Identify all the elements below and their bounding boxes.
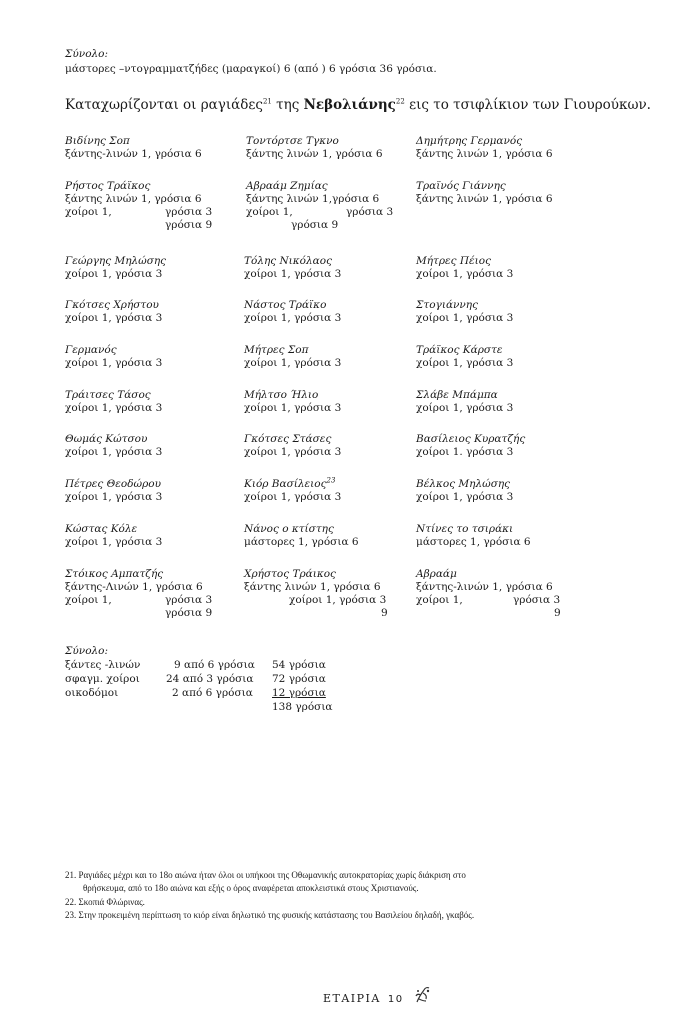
raya-entry — [416, 478, 591, 504]
entry-name: Στόικος Αμπατζής — [65, 568, 164, 580]
raya-entry — [416, 255, 591, 281]
footnote-ref-21: 21 — [262, 97, 272, 106]
raya-entry — [416, 568, 591, 620]
entry-row — [244, 446, 419, 459]
entry-row — [65, 402, 240, 415]
raya-entry — [244, 299, 419, 325]
entry-row-item: χοίροι 1, γρόσια 3 — [65, 491, 163, 503]
entry-row-item: χοίροι 1, γρόσια 3 — [65, 402, 163, 414]
entry-row — [244, 402, 419, 415]
entry-name: Αβραάμ Ζημίας — [246, 180, 328, 192]
raya-entry — [246, 180, 421, 232]
entry-name: Τόλης Νικόλαος — [244, 255, 332, 267]
entry-row-item: χοίροι 1, γρόσια 3 — [416, 491, 514, 503]
entry-row-item: χοίροι 1, γρόσια 3 — [244, 491, 342, 503]
footer-journal-name: ΕΤΑΙΡΙΑ — [323, 992, 381, 1005]
raya-entry — [244, 344, 419, 370]
entry-name: Γεώργης Μηλώσης — [65, 255, 167, 267]
entry-row-item: χοίροι 1, γρόσια 3 — [65, 446, 163, 458]
footer-title — [323, 992, 404, 1005]
entry-name: Μήτρες Σοπ — [244, 344, 309, 356]
entry-name: Γκότσες Στάσες — [244, 433, 332, 445]
entry-name: Τράϊκος Κάρστε — [416, 344, 503, 356]
entry-row-amount: γρόσια 9 — [165, 219, 213, 231]
totals-category: ξάντες -λινών — [65, 659, 141, 671]
entry-row — [246, 148, 421, 161]
raya-entry — [416, 344, 591, 370]
totals-amount: 138 γρόσια — [272, 701, 333, 713]
entry-row — [65, 357, 240, 370]
totals-amount: 72 γρόσια — [272, 673, 326, 685]
raya-entry — [416, 299, 591, 325]
entry-row-item: ξάντης λινών 1, γρόσια 6 — [246, 148, 383, 160]
entry-row — [416, 268, 591, 281]
entry-row-amount: χοίροι 1, γρόσια 3 — [289, 594, 387, 606]
entry-row-item: χοίροι 1, γρόσια 3 — [244, 268, 342, 280]
entry-row — [244, 491, 419, 504]
entry-name: Δημήτρης Γερμανός — [416, 135, 523, 147]
entry-row — [65, 446, 240, 459]
entry-name: Κώστας Κόλε — [65, 523, 138, 535]
entry-row — [65, 193, 240, 206]
entry-name: Ντίνες το τσιράκι — [416, 523, 514, 535]
entry-name: Νάνος ο κτίστης — [244, 523, 334, 535]
totals-rate: 9 από 6 γρόσια — [174, 659, 255, 671]
raya-entry — [244, 523, 419, 549]
raya-entry — [244, 389, 419, 415]
raya-entry — [416, 389, 591, 415]
raya-entry — [246, 135, 421, 161]
entry-row-item: ξάντης λινών 1,γρόσια 6 — [246, 193, 380, 205]
entry-row — [246, 206, 421, 219]
totals-rate: 2 από 6 γρόσια — [172, 687, 253, 699]
entry-row-item: ξάντης λινών 1, γρόσια 6 — [416, 148, 553, 160]
entry-row — [244, 268, 419, 281]
entry-row — [244, 607, 419, 620]
footnote-21-line1: 21. Ραγιάδες μέχρι και το 18ο αιώνα ήταν όλοι οι υπήκοοι της Οθωμανικής αυτοκρατορίας χωρίς διάκριση στο — [65, 870, 466, 880]
ornament-icon — [414, 985, 432, 1005]
entry-row-item: ξάντης-λινών 1, γρόσια 6 — [416, 581, 553, 593]
entry-row-item: μάστορες 1, γρόσια 6 — [416, 536, 531, 548]
entry-name: Αβραάμ — [416, 568, 457, 580]
entry-row — [416, 357, 591, 370]
entry-row — [65, 206, 240, 219]
entry-name: Νάστος Τράϊκο — [244, 299, 327, 311]
entry-row-item: ξάντης λινών 1, γρόσια 6 — [65, 193, 202, 205]
entry-row — [244, 312, 419, 325]
heading-place-name: Νεβολιάνης — [303, 97, 396, 113]
entry-name: Βασίλειος Κυρατζής — [416, 433, 526, 445]
entry-name: Βιδίνης Σοπ — [65, 135, 130, 147]
entry-row — [244, 536, 419, 549]
entry-row — [416, 312, 591, 325]
footnote-22: 22. Σκοπιά Φλώρινας. — [65, 897, 145, 907]
totals-category: σφαγμ. χοίροι — [65, 673, 140, 685]
entry-name: Τράιτσες Τάσος — [65, 389, 151, 401]
raya-entry — [65, 299, 240, 325]
entry-row — [416, 402, 591, 415]
entry-row — [65, 148, 240, 161]
entry-name: Κιόρ Βασίλειος$^{23}$ — [244, 476, 336, 490]
entry-row-amount: γρόσια 3 — [513, 594, 561, 606]
heading-text-mid: της — [271, 97, 304, 113]
raya-entry — [65, 523, 240, 549]
entry-row — [416, 594, 591, 607]
entry-row — [65, 536, 240, 549]
raya-entry — [416, 523, 591, 549]
totals-rate: 24 από 3 γρόσια — [166, 673, 254, 685]
totals-category: οικοδόμοι — [65, 687, 119, 699]
entry-row — [416, 148, 591, 161]
entry-row — [244, 581, 419, 594]
heading-text-post: εις το τσιφλίκιον των Γιουρούκων. — [404, 97, 651, 113]
entry-row-amount: γρόσια 3 — [346, 206, 394, 218]
entry-row — [65, 607, 240, 620]
entry-row-item: ξάντης-λινών 1, γρόσια 6 — [65, 148, 202, 160]
entry-row-item: χοίροι 1, — [65, 206, 112, 218]
entry-name: Μήλτσο Ήλιο — [244, 389, 319, 401]
entry-row-item: ξάντης-Λινών 1, γρόσια 6 — [65, 581, 203, 593]
entry-name: Μήτρες Πέιος — [416, 255, 491, 267]
entry-row — [244, 594, 419, 607]
entry-name: Θωμάς Κώτσου — [65, 433, 148, 445]
entry-row — [416, 491, 591, 504]
entry-name: Χρήστος Τράικος — [244, 568, 336, 580]
raya-entry — [244, 255, 419, 281]
section-heading — [65, 97, 651, 113]
entry-row — [65, 219, 240, 232]
entry-name: Πέτρες Θεοδώρου — [65, 478, 161, 490]
entry-row-item: χοίροι 1, — [246, 206, 293, 218]
raya-entry — [244, 568, 419, 620]
entry-row-item: μάστορες 1, γρόσια 6 — [244, 536, 359, 548]
entry-name: Τραϊνός Γιάννης — [416, 180, 506, 192]
entry-name: Τοντόρτσε Τγκνο — [246, 135, 339, 147]
entry-name: Γερμανός — [65, 344, 117, 356]
footnote-21-line2: θρήσκευμα, από το 18ο αιώνα και εξής ο όρος αναφέρεται αποκλειστικά στους Χριστιανούς. — [83, 883, 419, 893]
entry-row — [416, 581, 591, 594]
entry-name: Σλάβε Μπάμπα — [416, 389, 498, 401]
raya-entry — [416, 180, 591, 206]
footnote-23: 23. Στην προκειμένη περίπτωση το κιόρ είναι δηλωτικό της φυσικής κατάστασης του Βασιλείου δηλαδή, γκαβός. — [65, 910, 475, 920]
raya-entry — [65, 433, 240, 459]
footnote-ref-22: 22 — [395, 97, 405, 106]
entry-row-amount: γρόσια 9 — [165, 607, 213, 619]
entry-row-item: χοίροι 1, γρόσια 3 — [416, 268, 514, 280]
entry-row — [65, 312, 240, 325]
entry-row-amount: γρόσια 3 — [165, 206, 213, 218]
raya-entry — [65, 478, 240, 504]
entry-row-amount: γρόσια 9 — [291, 219, 339, 231]
entry-row — [416, 607, 591, 620]
entry-row-item: χοίροι 1, γρόσια 3 — [416, 402, 514, 414]
raya-entry — [65, 255, 240, 281]
entry-row-item: χοίροι 1, γρόσια 3 — [416, 312, 514, 324]
entry-row-item: χοίροι 1, γρόσια 3 — [65, 312, 163, 324]
totals-amount: 12 γρόσια — [272, 687, 326, 699]
entry-row-item: χοίροι 1, γρόσια 3 — [65, 357, 163, 369]
entry-name: Στογιάννης — [416, 299, 478, 311]
raya-entry — [244, 478, 419, 504]
entry-row-amount: 9 — [381, 607, 388, 619]
entry-row-item: χοίροι 1, — [65, 594, 112, 606]
entry-row — [65, 268, 240, 281]
entry-row — [416, 193, 591, 206]
heading-text: Καταχωρίζονται οι ραγιάδες — [65, 97, 263, 113]
raya-entry — [416, 433, 591, 459]
raya-entry — [65, 344, 240, 370]
entry-row-item: χοίροι 1, γρόσια 3 — [244, 402, 342, 414]
footnote-ref-23: 23 — [326, 476, 336, 485]
entry-row — [246, 193, 421, 206]
entry-name: Βέλκος Μηλώσης — [416, 478, 511, 490]
raya-entry — [416, 135, 591, 161]
entry-row-item: χοίροι 1, γρόσια 3 — [244, 446, 342, 458]
entry-row-item: ξάντης λινών 1, γρόσια 6 — [244, 581, 381, 593]
raya-entry — [244, 433, 419, 459]
entry-row — [416, 446, 591, 459]
entry-name: Γκότσες Χρήστου — [65, 299, 159, 311]
raya-entry — [65, 135, 240, 161]
entry-row-amount: γρόσια 3 — [165, 594, 213, 606]
entry-row-item: χοίροι 1, γρόσια 3 — [244, 312, 342, 324]
top-summary-line: μάστορες –ντογραμματζήδες (μαραγκοί) 6 (από ) 6 γρόσια 36 γρόσια. — [65, 63, 437, 75]
entry-row-item: ξάντης λινών 1, γρόσια 6 — [416, 193, 553, 205]
totals-label: Σύνολο: — [65, 645, 109, 657]
entry-row — [65, 491, 240, 504]
entry-row — [416, 536, 591, 549]
entry-row-item: χοίροι 1, γρόσια 3 — [65, 268, 163, 280]
raya-entry — [65, 389, 240, 415]
entry-row — [246, 219, 421, 232]
entry-row-item: χοίροι 1. γρόσια 3 — [416, 446, 514, 458]
entry-row-item: χοίροι 1, γρόσια 3 — [65, 536, 163, 548]
entry-row-item: χοίροι 1, — [416, 594, 463, 606]
entry-row-item: χοίροι 1, γρόσια 3 — [416, 357, 514, 369]
page-number: 10 — [387, 994, 404, 1005]
top-summary-label: Σύνολο: — [65, 48, 109, 60]
entry-row-item: χοίροι 1, γρόσια 3 — [244, 357, 342, 369]
raya-entry — [65, 568, 240, 620]
raya-entry — [65, 180, 240, 232]
entry-row — [65, 594, 240, 607]
totals-amount: 54 γρόσια — [272, 659, 326, 671]
entry-row-amount: 9 — [554, 607, 561, 619]
entry-row — [65, 581, 240, 594]
entry-row — [244, 357, 419, 370]
entry-name: Ρήστος Τράϊκος — [65, 180, 151, 192]
